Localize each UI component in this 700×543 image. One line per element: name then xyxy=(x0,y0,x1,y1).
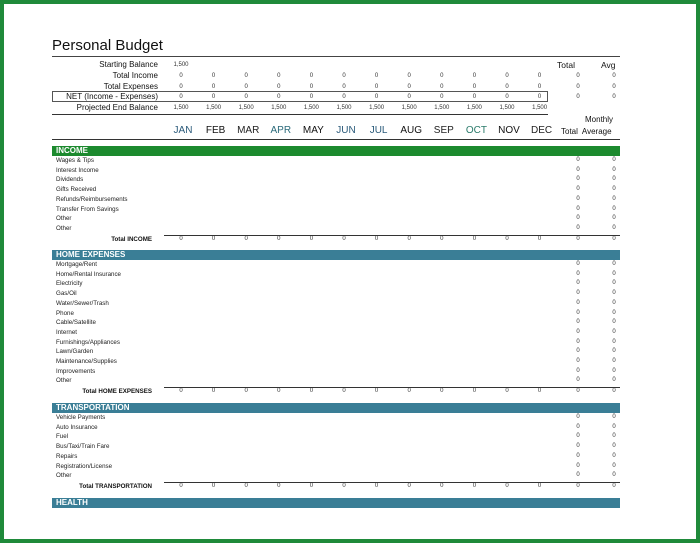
summary-label: NET (Income - Expenses) xyxy=(66,92,158,102)
summary-value: 1,500 xyxy=(532,105,548,112)
line-item: Other xyxy=(56,224,72,232)
section-total-value: 0 xyxy=(440,482,444,489)
section-total-value: 0 xyxy=(342,388,346,395)
item-avg: 0 xyxy=(612,270,616,277)
line-item: Gifts Received xyxy=(56,186,97,194)
summary-total: 0 xyxy=(576,83,580,90)
item-total: 0 xyxy=(576,157,580,163)
summary-value: 1,500 xyxy=(206,105,222,112)
line-item: Other xyxy=(56,472,72,480)
summary-label: Starting Balance xyxy=(99,60,158,69)
summary-value: 0 xyxy=(342,72,346,79)
net-row-box xyxy=(52,91,548,102)
item-total: 0 xyxy=(576,328,580,335)
section-total-value: 0 xyxy=(277,388,281,395)
item-avg: 0 xyxy=(612,215,616,222)
section-total-value: 0 xyxy=(472,388,477,395)
line-item: Internet xyxy=(56,328,77,336)
summary-value: 1,500 xyxy=(238,105,254,112)
summary-value: 0 xyxy=(179,94,183,101)
line-item: Transfer From Savings xyxy=(56,205,119,213)
section-total-value: 0 xyxy=(244,482,248,489)
item-total: 0 xyxy=(576,261,580,267)
section-total-value: 0 xyxy=(407,482,411,489)
item-avg: 0 xyxy=(612,377,616,384)
summary-total: 0 xyxy=(576,72,580,79)
section-total-value: 0 xyxy=(244,235,248,242)
summary-value: 0 xyxy=(309,94,314,101)
line-item: Refunds/Reimbursements xyxy=(56,195,128,203)
line-item: Lawn/Garden xyxy=(56,348,94,356)
section-header-home-expenses: HOME EXPENSES xyxy=(52,250,620,260)
section-total-value: 0 xyxy=(211,235,216,242)
item-avg: 0 xyxy=(612,348,616,355)
section-total-value: 0 xyxy=(505,482,509,489)
item-avg: 0 xyxy=(612,309,616,316)
line-item: Repairs xyxy=(56,452,78,460)
month-header: JAN xyxy=(173,125,193,136)
summary-label: Projected End Balance xyxy=(76,103,158,113)
summary-value: 0 xyxy=(537,83,542,90)
item-avg: 0 xyxy=(612,205,616,212)
section-total-value: 0 xyxy=(472,482,477,489)
section-total-value: 0 xyxy=(244,388,248,395)
summary-value: 0 xyxy=(211,83,216,90)
summary-value: 0 xyxy=(211,94,216,101)
summary-value: 0 xyxy=(505,72,509,79)
item-total: 0 xyxy=(576,377,580,384)
line-item: Maintenance/Supplies xyxy=(56,358,117,365)
item-avg: 0 xyxy=(612,319,616,326)
line-item: Electricity xyxy=(56,280,83,288)
line-item: Other xyxy=(56,377,72,385)
section-total-label: Total TRANSPORTATION xyxy=(79,482,152,490)
item-avg: 0 xyxy=(612,452,616,459)
item-avg: 0 xyxy=(612,166,616,173)
section-total-value: 0 xyxy=(374,482,379,489)
summary-avg: 0 xyxy=(612,72,616,79)
month-header: NOV xyxy=(498,125,520,136)
item-avg: 0 xyxy=(612,176,616,183)
section-total-value: 0 xyxy=(309,235,314,242)
line-item: Other xyxy=(56,215,72,223)
section-total-value: 0 xyxy=(505,235,509,242)
item-avg: 0 xyxy=(612,414,616,420)
item-total: 0 xyxy=(576,290,580,297)
item-total: 0 xyxy=(576,195,580,202)
summary-total: 0 xyxy=(576,94,580,101)
item-total: 0 xyxy=(576,299,580,306)
avg-header: Avg xyxy=(601,60,616,70)
line-item: Furnishings/Appliances xyxy=(56,338,120,346)
section-total-value: 0 xyxy=(440,235,444,242)
line-item: Mortgage/Rent xyxy=(56,261,97,268)
item-avg: 0 xyxy=(612,358,616,364)
item-total: 0 xyxy=(576,186,580,193)
section-total-value: 0 xyxy=(179,388,183,395)
section-total-value: 0 xyxy=(537,235,542,242)
section-total-value: 0 xyxy=(374,235,379,242)
item-total: 0 xyxy=(576,423,580,430)
summary-value: 1,500 xyxy=(434,105,450,112)
section-total-value: 0 xyxy=(309,482,314,489)
summary-rule xyxy=(52,114,548,115)
summary-value: 0 xyxy=(537,94,542,101)
line-item: Wages & Tips xyxy=(56,157,94,164)
summary-value: 0 xyxy=(309,83,314,90)
summary-value: 0 xyxy=(472,83,477,90)
summary-value: 0 xyxy=(179,72,183,79)
summary-value: 0 xyxy=(472,94,477,101)
section-total-value: 0 xyxy=(179,482,183,489)
month-header: JUL xyxy=(369,125,388,136)
month-header: DEC xyxy=(531,125,553,136)
item-total: 0 xyxy=(576,309,580,316)
section-total-value: 0 xyxy=(374,388,379,395)
item-avg: 0 xyxy=(612,423,616,430)
section-total-value: 0 xyxy=(537,482,542,489)
month-header: MAY xyxy=(302,125,324,136)
summary-value: 1,500 xyxy=(303,105,319,112)
summary-value: 0 xyxy=(179,83,183,90)
summary-value: 0 xyxy=(244,83,248,90)
item-total: 0 xyxy=(576,452,580,459)
item-avg: 0 xyxy=(612,299,616,306)
summary-value: 1,500 xyxy=(173,62,189,68)
item-total: 0 xyxy=(576,215,580,222)
summary-value: 0 xyxy=(309,72,314,79)
item-avg: 0 xyxy=(612,280,616,287)
line-item: Dividends xyxy=(56,176,84,184)
item-total: 0 xyxy=(576,367,580,374)
section-total-rule xyxy=(164,387,620,388)
item-avg: 0 xyxy=(612,462,616,469)
section-total-value: 0 xyxy=(211,482,216,489)
section-total-label: Total INCOME xyxy=(111,235,152,243)
line-item: Vehicle Payments xyxy=(56,414,106,421)
summary-value: 1,500 xyxy=(401,105,417,112)
item-total: 0 xyxy=(576,270,580,277)
monthly-header: Monthly xyxy=(585,115,614,124)
summary-value: 0 xyxy=(407,83,411,90)
item-total: 0 xyxy=(576,348,580,355)
line-item: Auto Insurance xyxy=(56,423,98,431)
summary-value: 1,500 xyxy=(369,105,385,112)
summary-label: Total Income xyxy=(112,70,158,80)
item-avg: 0 xyxy=(612,367,616,374)
item-total: 0 xyxy=(576,358,580,364)
summary-value: 0 xyxy=(244,72,248,79)
summary-value: 0 xyxy=(374,72,379,79)
summary-value: 0 xyxy=(374,94,379,101)
summary-value: 1,500 xyxy=(499,105,515,112)
section-total-value: 0 xyxy=(277,482,281,489)
item-avg: 0 xyxy=(612,472,616,479)
item-avg: 0 xyxy=(612,443,616,450)
title-divider xyxy=(52,56,620,57)
section-total-value: 0 xyxy=(407,388,411,395)
line-item: Registration/License xyxy=(56,462,113,470)
summary-value: 0 xyxy=(505,83,509,90)
item-total: 0 xyxy=(576,433,580,440)
summary-value: 0 xyxy=(505,94,509,101)
line-item: Fuel xyxy=(56,433,69,441)
summary-value: 0 xyxy=(537,72,542,79)
item-avg: 0 xyxy=(612,338,616,345)
summary-value: 0 xyxy=(244,94,248,101)
line-item: Phone xyxy=(56,309,74,317)
section-grand-avg: 0 xyxy=(612,388,616,395)
section-header-health: HEALTH xyxy=(52,498,620,508)
line-item: Home/Rental Insurance xyxy=(56,270,122,278)
month-header: JUN xyxy=(336,125,356,136)
item-avg: 0 xyxy=(612,433,616,440)
section-grand-total: 0 xyxy=(576,482,580,489)
item-total: 0 xyxy=(576,224,580,231)
section-grand-total: 0 xyxy=(576,235,580,242)
section-total-value: 0 xyxy=(179,235,183,242)
section-total-value: 0 xyxy=(537,388,542,395)
summary-label: Total Expenses xyxy=(103,81,158,91)
section-total-value: 0 xyxy=(472,235,477,242)
item-avg: 0 xyxy=(612,290,616,297)
item-total: 0 xyxy=(576,472,580,479)
line-item: Improvements xyxy=(56,367,96,375)
summary-value: 0 xyxy=(440,72,444,79)
month-rule xyxy=(52,139,620,140)
section-total-rule xyxy=(164,235,620,236)
section-total-value: 0 xyxy=(342,235,346,242)
summary-value: 0 xyxy=(277,83,281,90)
line-item: Interest Income xyxy=(56,166,99,174)
item-total: 0 xyxy=(576,414,580,420)
section-total-value: 0 xyxy=(342,482,346,489)
item-avg: 0 xyxy=(612,224,616,231)
summary-value: 0 xyxy=(440,83,444,90)
page-title: Personal Budget xyxy=(52,37,163,54)
month-header: FEB xyxy=(205,125,226,136)
summary-value: 0 xyxy=(374,83,379,90)
summary-value: 0 xyxy=(440,94,444,101)
summary-value: 0 xyxy=(472,72,477,79)
item-total: 0 xyxy=(576,176,580,183)
item-avg: 0 xyxy=(612,186,616,193)
item-total: 0 xyxy=(576,319,580,326)
section-header-transportation: TRANSPORTATION xyxy=(52,403,620,413)
summary-value: 0 xyxy=(277,72,281,79)
month-header: AUG xyxy=(400,125,423,136)
summary-value: 0 xyxy=(407,94,411,101)
month-header: OCT xyxy=(465,125,487,136)
section-grand-total: 0 xyxy=(576,388,580,395)
section-total-value: 0 xyxy=(277,235,281,242)
summary-value: 0 xyxy=(342,94,346,101)
section-total-value: 0 xyxy=(505,388,509,395)
line-item: Cable/Satellite xyxy=(56,319,96,327)
item-avg: 0 xyxy=(612,195,616,202)
section-total-value: 0 xyxy=(211,388,216,395)
section-total-label: Total HOME EXPENSES xyxy=(82,388,152,396)
item-total: 0 xyxy=(576,280,580,287)
summary-value: 0 xyxy=(211,72,216,79)
item-avg: 0 xyxy=(612,328,616,335)
summary-value: 0 xyxy=(342,83,346,90)
budget-sheet xyxy=(4,4,696,539)
section-total-value: 0 xyxy=(440,388,444,395)
section-header-income: INCOME xyxy=(52,146,620,156)
total-average-header: Total Average xyxy=(561,127,612,136)
section-grand-avg: 0 xyxy=(612,235,616,242)
item-total: 0 xyxy=(576,443,580,450)
line-item: Gas/Oil xyxy=(56,290,77,298)
item-avg: 0 xyxy=(612,157,616,163)
section-total-rule xyxy=(164,482,620,483)
month-header: MAR xyxy=(237,125,260,136)
summary-value: 1,500 xyxy=(271,105,287,112)
line-item: Water/Sewer/Trash xyxy=(56,299,109,307)
section-total-value: 0 xyxy=(407,235,411,242)
summary-value: 1,500 xyxy=(336,105,352,112)
line-item: Bus/Taxi/Train Fare xyxy=(56,443,110,451)
item-total: 0 xyxy=(576,166,580,173)
section-grand-avg: 0 xyxy=(612,482,616,489)
summary-avg: 0 xyxy=(612,83,616,90)
section-total-value: 0 xyxy=(309,388,314,395)
summary-value: 1,500 xyxy=(466,105,482,112)
summary-avg: 0 xyxy=(612,94,616,101)
summary-value: 0 xyxy=(407,72,411,79)
total-header: Total xyxy=(557,60,575,70)
summary-value: 1,500 xyxy=(173,105,189,112)
item-total: 0 xyxy=(576,462,580,469)
item-total: 0 xyxy=(576,338,580,345)
item-total: 0 xyxy=(576,205,580,212)
summary-value: 0 xyxy=(277,94,281,101)
month-header: SEP xyxy=(433,125,454,136)
item-avg: 0 xyxy=(612,261,616,267)
month-header: APR xyxy=(270,125,292,136)
